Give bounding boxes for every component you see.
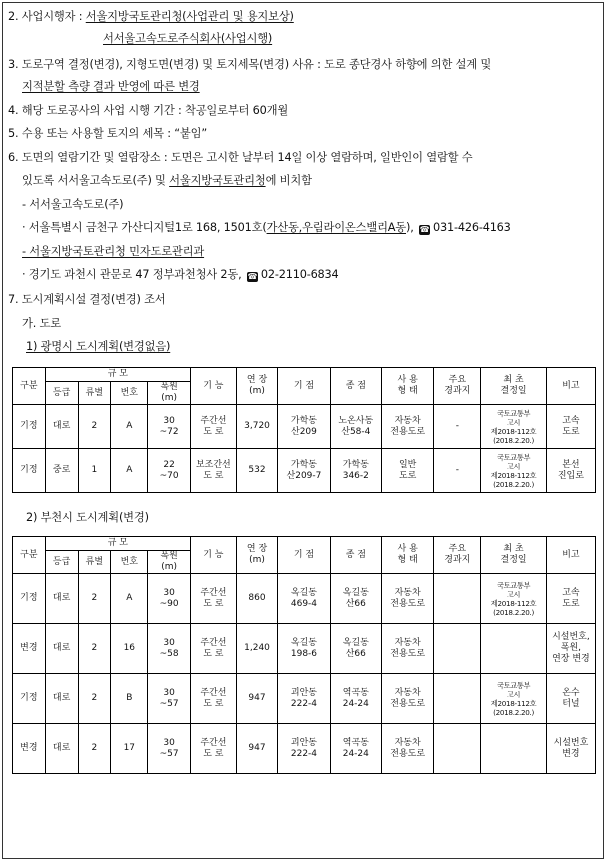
contact-1-address xyxy=(22,221,511,235)
header-division: 구분 xyxy=(13,368,46,405)
header-usage: 사 용 형 태 xyxy=(381,537,433,574)
cell-end: 노온사동 산58-4 xyxy=(330,405,381,449)
cell-note: 시설번호 변경 xyxy=(546,724,595,774)
cell-width: 30 ~90 xyxy=(148,574,191,624)
cell-start: 괴안동 222-4 xyxy=(278,724,330,774)
cell-usage: 자동차 전용도로 xyxy=(381,674,433,724)
cell-start: 괴안동 222-4 xyxy=(278,674,330,724)
cell-usage: 자동차 전용도로 xyxy=(381,624,433,674)
header-end: 종 점 xyxy=(330,537,381,574)
header-scale: 규 모 xyxy=(45,368,190,382)
table-row xyxy=(13,724,596,774)
cell-width: 30 ~72 xyxy=(148,405,191,449)
header-scale: 규 모 xyxy=(45,537,190,551)
cell-number: 17 xyxy=(111,724,148,774)
cell-function: 보조간선 도 로 xyxy=(190,449,236,493)
operator-2: 서서울고속도로주식회사(사업시행) xyxy=(103,32,273,45)
header-width: 폭원 (m) xyxy=(148,382,191,405)
cell-end: 옥길동 산66 xyxy=(330,574,381,624)
header-first-decision: 최 초 결정일 xyxy=(481,368,547,405)
section-1-title: 1) 광명시 도시계획(변경없음) xyxy=(26,340,171,353)
operator-1: 서울지방국토관리청(사업관리 및 용지보상) xyxy=(85,10,294,23)
phone-icon: ☎ xyxy=(419,225,430,234)
cell-function: 주간선 도 로 xyxy=(190,405,236,449)
item-6-text-a: 있도록 서서울고속도로(주) 및 xyxy=(22,174,170,187)
cell-division: 기정 xyxy=(13,574,46,624)
cell-width: 22 ~70 xyxy=(148,449,191,493)
item-2-label: 2. 사업시행자 : xyxy=(8,10,86,23)
cell-usage: 자동차 전용도로 xyxy=(381,574,433,624)
item-6-text-b: 에 비치함 xyxy=(265,174,312,187)
cell-length: 3,720 xyxy=(236,405,277,449)
item-4-period: 4. 해당 도로공사의 사업 시행 기간 : 착공일로부터 60개월 xyxy=(8,104,289,117)
table-row xyxy=(13,674,596,724)
cell-first-decision: 국토교통부 고시 제2018-112호 (2018.2.20.) xyxy=(481,449,547,493)
cell-grade: 대로 xyxy=(45,574,78,624)
header-start: 기 점 xyxy=(278,537,330,574)
header-length: 연 장 (m) xyxy=(236,368,277,405)
cell-main-via xyxy=(434,574,481,624)
item-6-viewing-line2 xyxy=(22,174,312,188)
item-6-viewing-line1: 6. 도면의 열람기간 및 열람장소 : 도면은 고시한 날부터 14일 이상 열람하며, 일반인이 열람할 수 xyxy=(8,151,473,164)
cell-main-via xyxy=(434,724,481,774)
cell-start: 옥길동 198-6 xyxy=(278,624,330,674)
cell-main-via xyxy=(434,674,481,724)
header-note: 비고 xyxy=(546,537,595,574)
cell-first-decision: 국토교통부 고시 제2018-112호 (2018.2.20.) xyxy=(481,674,547,724)
contact-2-address xyxy=(22,268,339,282)
table-row xyxy=(13,405,596,449)
header-number: 번호 xyxy=(111,382,148,405)
header-division: 구분 xyxy=(13,537,46,574)
header-function: 기 능 xyxy=(190,537,236,574)
table-row xyxy=(13,574,596,624)
cell-usage: 자동차 전용도로 xyxy=(381,724,433,774)
gwangmyeong-plan-table xyxy=(12,367,596,493)
header-type: 류별 xyxy=(78,551,111,574)
table-row xyxy=(13,449,596,493)
cell-number: A xyxy=(111,449,148,493)
contact-1-address-b: 가산동,우림라이온스밸리A동 xyxy=(266,221,407,234)
cell-usage: 자동차 전용도로 xyxy=(381,405,433,449)
cell-note: 온수 터널 xyxy=(546,674,595,724)
cell-grade: 대로 xyxy=(45,674,78,724)
cell-grade: 중로 xyxy=(45,449,78,493)
cell-length: 860 xyxy=(236,574,277,624)
header-end: 종 점 xyxy=(330,368,381,405)
header-main-via: 주요 경과지 xyxy=(434,537,481,574)
header-function: 기 능 xyxy=(190,368,236,405)
contact-2-tel: 02-2110-6834 xyxy=(260,268,339,281)
header-length: 연 장 (m) xyxy=(236,537,277,574)
cell-note: 고속 도로 xyxy=(546,574,595,624)
cell-first-decision: 국토교통부 고시 제2018-112호 (2018.2.20.) xyxy=(481,574,547,624)
item-3-reason-line2: 지적분할 측량 결과 반영에 따른 변경 xyxy=(22,80,200,93)
item-7-title: 7. 도시계획시설 결정(변경) 조서 xyxy=(8,293,166,306)
cell-type: 2 xyxy=(78,674,111,724)
cell-note: 시설번호, 폭원, 연장 변경 xyxy=(546,624,595,674)
cell-first-decision: 국토교통부 고시 제2018-112호 (2018.2.20.) xyxy=(481,405,547,449)
cell-number: B xyxy=(111,674,148,724)
cell-note: 고속 도로 xyxy=(546,405,595,449)
cell-type: 2 xyxy=(78,624,111,674)
header-grade: 등급 xyxy=(45,382,78,405)
header-note: 비고 xyxy=(546,368,595,405)
bucheon-plan-table xyxy=(12,536,596,774)
item-5-land: 5. 수용 또는 사용할 토지의 세목 : “붙임” xyxy=(8,127,208,140)
header-usage: 사 용 형 태 xyxy=(381,368,433,405)
contact-2-name: - 서울지방국토관리청 민자도로관리과 xyxy=(22,245,205,258)
contact-1-address-c: ), xyxy=(406,221,418,234)
header-grade: 등급 xyxy=(45,551,78,574)
item-2-operator xyxy=(8,10,294,24)
phone-icon: ☎ xyxy=(247,272,258,281)
table-row xyxy=(13,624,596,674)
section-2-title: 2) 부천시 도시계획(변경) xyxy=(26,511,149,524)
cell-usage: 일반 도로 xyxy=(381,449,433,493)
contact-1-tel: 031-426-4163 xyxy=(433,221,511,234)
cell-division: 기정 xyxy=(13,674,46,724)
item-6-agency: 서울지방국토관리청 xyxy=(169,174,266,187)
header-start: 기 점 xyxy=(278,368,330,405)
cell-main-via: - xyxy=(434,405,481,449)
cell-length: 947 xyxy=(236,724,277,774)
cell-function: 주간선 도 로 xyxy=(190,624,236,674)
contact-1-name: - 서서울고속도로(주) xyxy=(22,198,124,211)
cell-grade: 대로 xyxy=(45,624,78,674)
contact-2-address-text: · 경기도 과천시 관문로 47 정부과천청사 2동, xyxy=(22,268,245,281)
cell-main-via: - xyxy=(434,449,481,493)
cell-width: 30 ~57 xyxy=(148,724,191,774)
item-7-road: 가. 도로 xyxy=(22,317,61,330)
cell-type: 1 xyxy=(78,449,111,493)
cell-width: 30 ~57 xyxy=(148,674,191,724)
cell-length: 1,240 xyxy=(236,624,277,674)
cell-end: 역곡동 24-24 xyxy=(330,724,381,774)
cell-width: 30 ~58 xyxy=(148,624,191,674)
cell-note: 본선 진입로 xyxy=(546,449,595,493)
cell-number: 16 xyxy=(111,624,148,674)
cell-first-decision xyxy=(481,624,547,674)
cell-end: 가학동 346-2 xyxy=(330,449,381,493)
cell-division: 기정 xyxy=(13,449,46,493)
cell-function: 주간선 도 로 xyxy=(190,724,236,774)
header-width: 폭원 (m) xyxy=(148,551,191,574)
cell-length: 532 xyxy=(236,449,277,493)
header-main-via: 주요 경과지 xyxy=(434,368,481,405)
cell-number: A xyxy=(111,574,148,624)
header-number: 번호 xyxy=(111,551,148,574)
cell-type: 2 xyxy=(78,724,111,774)
cell-start: 가학동 산209 xyxy=(278,405,330,449)
cell-first-decision xyxy=(481,724,547,774)
cell-division: 변경 xyxy=(13,624,46,674)
cell-function: 주간선 도 로 xyxy=(190,574,236,624)
item-3-reason-line1: 3. 도로구역 결정(변경), 지형도면(변경) 및 토지세목(변경) 사유 : 도로 종단경사 하향에 의한 설계 및 xyxy=(8,58,492,71)
cell-start: 가학동 산209-7 xyxy=(278,449,330,493)
header-first-decision: 최 초 결정일 xyxy=(481,537,547,574)
cell-grade: 대로 xyxy=(45,724,78,774)
cell-division: 기정 xyxy=(13,405,46,449)
cell-function: 주간선 도 로 xyxy=(190,674,236,724)
cell-type: 2 xyxy=(78,574,111,624)
cell-type: 2 xyxy=(78,405,111,449)
cell-end: 역곡동 24-24 xyxy=(330,674,381,724)
header-type: 류별 xyxy=(78,382,111,405)
cell-start: 옥길동 469-4 xyxy=(278,574,330,624)
cell-main-via xyxy=(434,624,481,674)
cell-number: A xyxy=(111,405,148,449)
cell-grade: 대로 xyxy=(45,405,78,449)
contact-1-address-a: · 서울특별시 금천구 가산디지털1로 168, 1501호( xyxy=(22,221,267,234)
cell-length: 947 xyxy=(236,674,277,724)
cell-division: 변경 xyxy=(13,724,46,774)
cell-end: 옥길동 산66 xyxy=(330,624,381,674)
